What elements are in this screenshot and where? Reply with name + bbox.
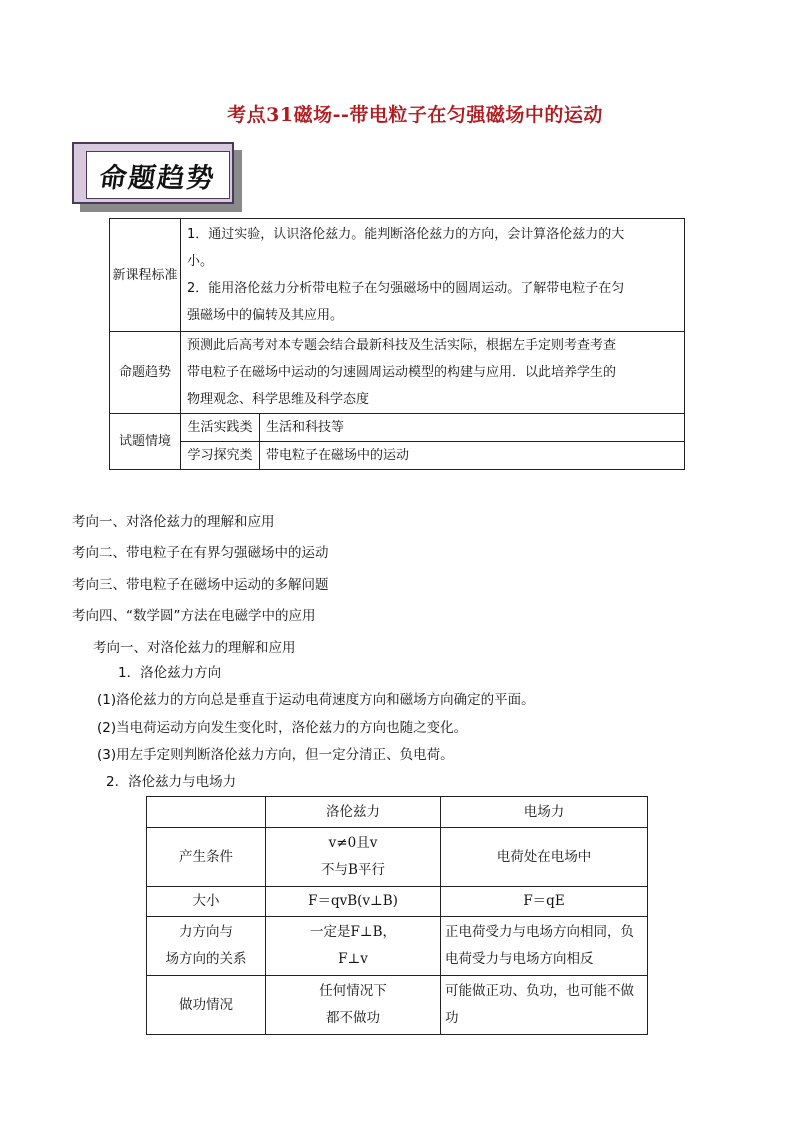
compare-table xyxy=(146,796,648,1035)
subsection-heading: 2．洛伦兹力与电场力 xyxy=(106,774,237,790)
compare-cell-lorentz xyxy=(266,828,441,887)
trend-label-context: 试题情境 xyxy=(110,414,181,470)
context-value-study: 带电粒子在磁场中的运动 xyxy=(260,442,685,470)
trend-line: 物理观念、科学思维及科学态度 xyxy=(187,392,370,407)
cell-line: 力方向与 xyxy=(179,924,233,940)
outline-item: 考向三、带电粒子在磁场中运动的多解问题 xyxy=(72,577,329,593)
cell-line: 功 xyxy=(445,1010,459,1026)
compare-cell-lorentz: F＝qvB(v⊥B) xyxy=(266,887,441,917)
compare-cell-lorentz xyxy=(266,976,441,1035)
cell-line: F⊥v xyxy=(338,951,368,967)
banner-frame xyxy=(72,142,234,204)
compare-cell-electric: F＝qE xyxy=(441,887,648,917)
section-heading: 考向一、对洛伦兹力的理解和应用 xyxy=(93,640,296,656)
point-item: (1)洛伦兹力的方向总是垂直于运动电荷速度方向和磁场方向确定的平面。 xyxy=(97,692,535,708)
trend-line: 强磁场中的偏转及其应用。 xyxy=(187,308,344,323)
trend-label-standard: 新课程标准 xyxy=(110,219,181,332)
compare-row-label: 大小 xyxy=(147,887,266,917)
banner-text: 命题趋势 xyxy=(97,162,218,194)
cell-line: v≠0且v xyxy=(328,835,378,851)
cell-line: 任何情况下 xyxy=(319,983,387,999)
trend-table xyxy=(109,218,685,470)
context-type-study: 学习探究类 xyxy=(181,442,260,470)
cell-line: 一定是F⊥B， xyxy=(310,924,396,940)
page-title: 考点31磁场--带电粒子在匀强磁场中的运动 xyxy=(227,104,603,126)
trend-line: 2．能用洛伦兹力分析带电粒子在匀强磁场中的圆周运动。了解带电粒子在匀 xyxy=(187,281,625,296)
trend-label-trend: 命题趋势 xyxy=(110,332,181,414)
topic-banner xyxy=(72,142,248,214)
point-item: (3)用左手定则判断洛伦兹力方向，但一定分清正、负电荷。 xyxy=(97,747,454,763)
compare-cell-lorentz xyxy=(266,917,441,976)
compare-header-electric: 电场力 xyxy=(441,797,648,828)
outline-item: 考向一、对洛伦兹力的理解和应用 xyxy=(72,514,275,530)
banner-inner xyxy=(86,151,230,199)
trend-line: 预测此后高考对本专题会结合最新科技及生活实际，根据左手定则考查考查 xyxy=(187,338,617,353)
cell-line: 可能做正功、负功，也可能不做 xyxy=(445,983,634,999)
compare-row-label: 做功情况 xyxy=(147,976,266,1035)
compare-row-label: 产生条件 xyxy=(147,828,266,887)
outline-item: 考向四、“数学圆”方法在电磁学中的应用 xyxy=(72,608,316,624)
trend-line: 小。 xyxy=(187,254,214,269)
outline-item: 考向二、带电粒子在有界匀强磁场中的运动 xyxy=(72,545,329,561)
cell-line: 场方向的关系 xyxy=(165,951,247,967)
compare-header-lorentz: 洛伦兹力 xyxy=(266,797,441,828)
compare-cell-electric xyxy=(441,976,648,1035)
trend-line: 带电粒子在磁场中运动的匀速圆周运动模型的构建与应用．以此培养学生的 xyxy=(187,365,617,380)
cell-line: 都不做功 xyxy=(326,1010,380,1026)
subsection-heading: 1．洛伦兹力方向 xyxy=(118,665,222,681)
trend-cell-standard xyxy=(181,219,685,332)
trend-cell-trend xyxy=(181,332,685,414)
cell-line: 电荷受力与电场方向相反 xyxy=(445,951,594,967)
context-type-life: 生活实践类 xyxy=(181,414,260,442)
cell-line: 正电荷受力与电场方向相同，负 xyxy=(445,924,634,940)
compare-cell-electric: 电荷处在电场中 xyxy=(441,828,648,887)
cell-line: 不与B平行 xyxy=(321,862,385,878)
context-value-life: 生活和科技等 xyxy=(260,414,685,442)
point-item: (2)当电荷运动方向发生变化时，洛伦兹力的方向也随之变化。 xyxy=(97,720,468,736)
trend-line: 1．通过实验，认识洛伦兹力。能判断洛伦兹力的方向，会计算洛伦兹力的大 xyxy=(187,227,625,242)
compare-header-blank xyxy=(147,797,266,828)
compare-cell-electric xyxy=(441,917,648,976)
compare-row-label xyxy=(147,917,266,976)
